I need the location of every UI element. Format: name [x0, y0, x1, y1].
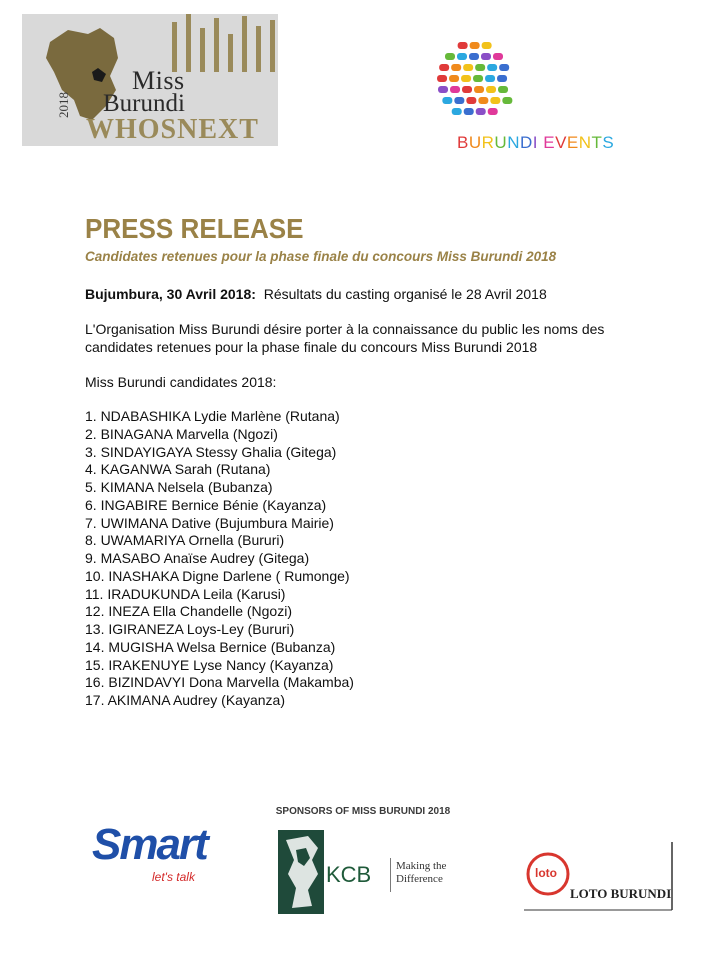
smart-logo — [92, 820, 222, 892]
dateline-place-date: Bujumbura, 30 Avril 2018: — [85, 286, 256, 302]
candidate-item: 9. MASABO Anaïse Audrey (Gitega) — [85, 550, 310, 566]
loto-burundi-logo — [522, 840, 674, 912]
events-letter: T — [591, 133, 603, 152]
events-letter: S — [602, 133, 615, 152]
candidate-item: 16. BIZINDAVYI Dona Marvella (Makamba) — [85, 674, 354, 691]
dateline — [85, 286, 547, 302]
events-letter: U — [494, 133, 508, 152]
logo-whosnext-text: WHOSNEXT — [86, 114, 259, 145]
kcb-lion-icon — [278, 830, 324, 914]
events-letter: D — [519, 133, 533, 152]
candidate-item: 5. KIMANA Nelsela (Bubanza) — [85, 479, 273, 495]
events-letter: E — [543, 133, 556, 152]
candidate-item: 14. MUGISHA Welsa Bernice (Bubanza) — [85, 638, 336, 655]
candidate-item: 11. IRADUKUNDA Leila (Karusi) — [85, 585, 286, 602]
candidates-heading: Miss Burundi candidates 2018: — [85, 374, 277, 390]
candidate-item: 10. INASHAKA Digne Darlene ( Rumonge) — [85, 567, 350, 584]
candidate-item: 2. BINAGANA Marvella (Ngozi) — [85, 425, 278, 442]
kcb-slogan-line2: Difference — [396, 873, 443, 885]
candidate-item: 4. KAGANWA Sarah (Rutana) — [85, 461, 271, 478]
logo-year-text: 2018 — [56, 92, 71, 118]
events-letter: I — [532, 133, 538, 152]
sponsors-heading: SPONSORS OF MISS BURUNDI 2018 — [275, 806, 451, 817]
smart-logo-text: Smart — [92, 820, 207, 869]
events-letter: B — [457, 133, 469, 152]
events-letter: V — [555, 133, 567, 152]
kcb-logo-text: KCB — [326, 862, 372, 887]
candidate-item: 13. IGIRANEZA Loys-Ley (Bururi) — [85, 621, 295, 637]
press-release-title: PRESS RELEASE — [85, 213, 304, 244]
dateline-text: Résultats du casting organisé le 28 Avril 2018 — [263, 286, 547, 302]
logo-miss-text: Miss — [132, 66, 185, 95]
kcb-divider — [390, 858, 391, 892]
events-letter: R — [481, 133, 495, 152]
candidate-item: 6. INGABIRE Bernice Bénie (Kayanza) — [85, 496, 327, 513]
events-letter: U — [468, 133, 482, 152]
kcb-logo — [278, 830, 468, 914]
kcb-slogan — [396, 860, 446, 886]
candidate-item: 15. IRAKENUYE Lyse Nancy (Kayanza) — [85, 656, 334, 673]
smart-logo-tagline: let's talk — [152, 870, 195, 884]
decorative-bars-icon — [172, 14, 278, 72]
events-letter: N — [578, 133, 592, 152]
burundi-events-name — [457, 133, 614, 153]
loto-logo-text: LOTO BURUNDI — [570, 886, 672, 901]
candidate-item: 12. INEZA Ella Chandelle (Ngozi) — [85, 603, 292, 620]
intro-paragraph: L'Organisation Miss Burundi désire porter à la connaissance du public les noms des candidates retenues pour la phase finale du concours Miss Burundi 2018 — [85, 321, 605, 355]
logo-burundi-text: Burundi — [103, 90, 185, 117]
candidate-item: 7. UWIMANA Dative (Bujumbura Mairie) — [85, 514, 334, 531]
candidate-item: 17. AKIMANA Audrey (Kayanza) — [85, 692, 285, 708]
candidate-item: 1. NDABASHIKA Lydie Marlène (Rutana) — [85, 408, 340, 424]
kcb-slogan-line1: Making the — [396, 860, 447, 872]
candidates-list — [85, 408, 354, 710]
candidate-item: 3. SINDAYIGAYA Stessy Ghalia (Gitega) — [85, 443, 337, 460]
miss-burundi-logo — [22, 14, 278, 146]
events-letter: N — [507, 133, 520, 152]
burundi-events-globe-icon — [428, 32, 518, 122]
candidate-item: 8. UWAMARIYA Ornella (Bururi) — [85, 532, 285, 549]
events-letter: E — [566, 133, 579, 152]
press-release-subtitle: Candidates retenues pour la phase finale du concours Miss Burundi 2018 — [85, 249, 557, 264]
loto-badge-text: loto — [535, 866, 557, 880]
